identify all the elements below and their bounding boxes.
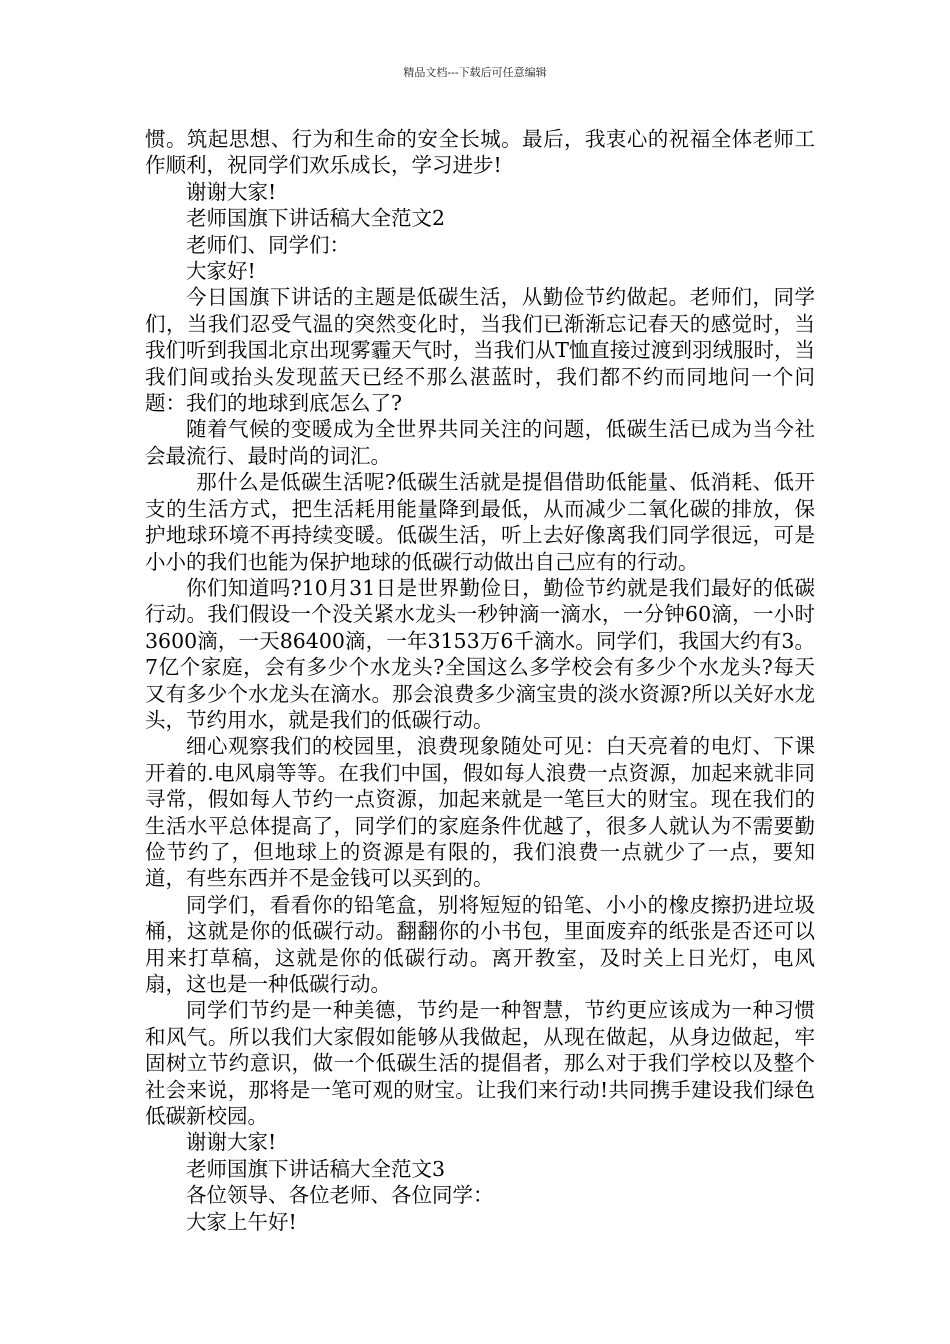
paragraph-pencil-box: 同学们，看看你的铅笔盒，别将短短的铅笔、小小的橡皮擦扔进垃圾桶，这就是你的低碳行动。翻翻你的小书包，里面废弃的纸张是否还可以用来打草稿，这就是你的低碳行动。离开教室，及时关上日光灯，电风扇，这也是一种低碳行动。 [145,892,815,996]
paragraph-campus-waste: 细心观察我们的校园里，浪费现象随处可见：白天亮着的电灯、下课开着的.电风扇等等。在我们中国，假如每人浪费一点资源，加起来就非同寻常，假如每人节约一点资源，加起来就是一笔巨大的财宝。现在我们的生活水平总体提高了，同学们的家庭条件优越了，很多人就认为不需要勤俭节约了，但地球上的资源是有限的，我们浪费一点就少了一点，要知道，有些东西并不是金钱可以买到的。 [145,734,815,891]
paragraph-thanks-2: 谢谢大家! [186,1130,277,1155]
page-header: 精品文档---下载后可任意编辑 [403,66,547,79]
salutation-2: 老师们、同学们： [186,232,350,257]
paragraph-climate: 随着气候的变暖成为全世界共同关注的问题，低碳生活已成为当今社会最流行、最时尚的词汇。 [145,417,815,468]
document-body [145,126,815,1235]
paragraph-1: 惯。筑起思想、行为和生命的安全长城。最后，我衷心的祝福全体老师工作顺利，祝同学们欢乐成长，学习进步! [145,127,815,178]
greeting-2: 大家好! [186,259,256,284]
paragraph-thanks-1: 谢谢大家! [186,179,277,204]
section-title-3: 老师国旗下讲话稿大全范文3 [186,1156,446,1181]
paragraph-saving-virtue: 同学们节约是一种美德，节约是一种智慧，节约更应该成为一种习惯和风气。所以我们大家假如能够从我做起，从现在做起，从身边做起，牢固树立节约意识，做一个低碳生活的提倡者，那么对于我们学校以及整个社会来说，那将是一笔可观的财宝。让我们来行动!共同携手建设我们绿色低碳新校园。 [145,998,815,1129]
salutation-3: 各位领导、各位老师、各位同学： [186,1183,494,1208]
section-title-2: 老师国旗下讲话稿大全范文2 [186,206,446,231]
paragraph-water: 你们知道吗?10月31日是世界勤俭日，勤俭节约就是我们最好的低碳行动。我们假设一个没关紧水龙头一秒钟滴一滴水，一分钟60滴，一小时3600滴，一天86400滴，一年3153万6千滴水。同学们，我国大约有3。7亿个家庭，会有多少个水龙头?全国这么多学校会有多少个水龙头?每天又有多少个水龙头在滴水。那会浪费多少滴宝贵的淡水资源?所以关好水龙头，节约用水，就是我们的低碳行动。 [145,575,815,732]
greeting-3: 大家上午好! [186,1209,297,1234]
paragraph-topic: 今日国旗下讲话的主题是低碳生活，从勤俭节约做起。老师们，同学们，当我们忍受气温的突然变化时，当我们已渐渐忘记春天的感觉时，当我们听到我国北京出现雾霾天气时，当我们从T恤直接过渡到羽绒服时，当我们间或抬头发现蓝天已经不那么湛蓝时，我们都不约而同地问一个问题：我们的地球到底怎么了? [145,285,815,416]
paragraph-low-carbon-definition: 那什么是低碳生活呢?低碳生活就是提倡借助低能量、低消耗、低开支的生活方式，把生活耗用能量降到最低，从而减少二氧化碳的排放，保护地球环境不再持续变暖。低碳生活，听上去好像离我们同学很远，可是小小的我们也能为保护地球的低碳行动做出自己应有的行动。 [145,470,815,574]
